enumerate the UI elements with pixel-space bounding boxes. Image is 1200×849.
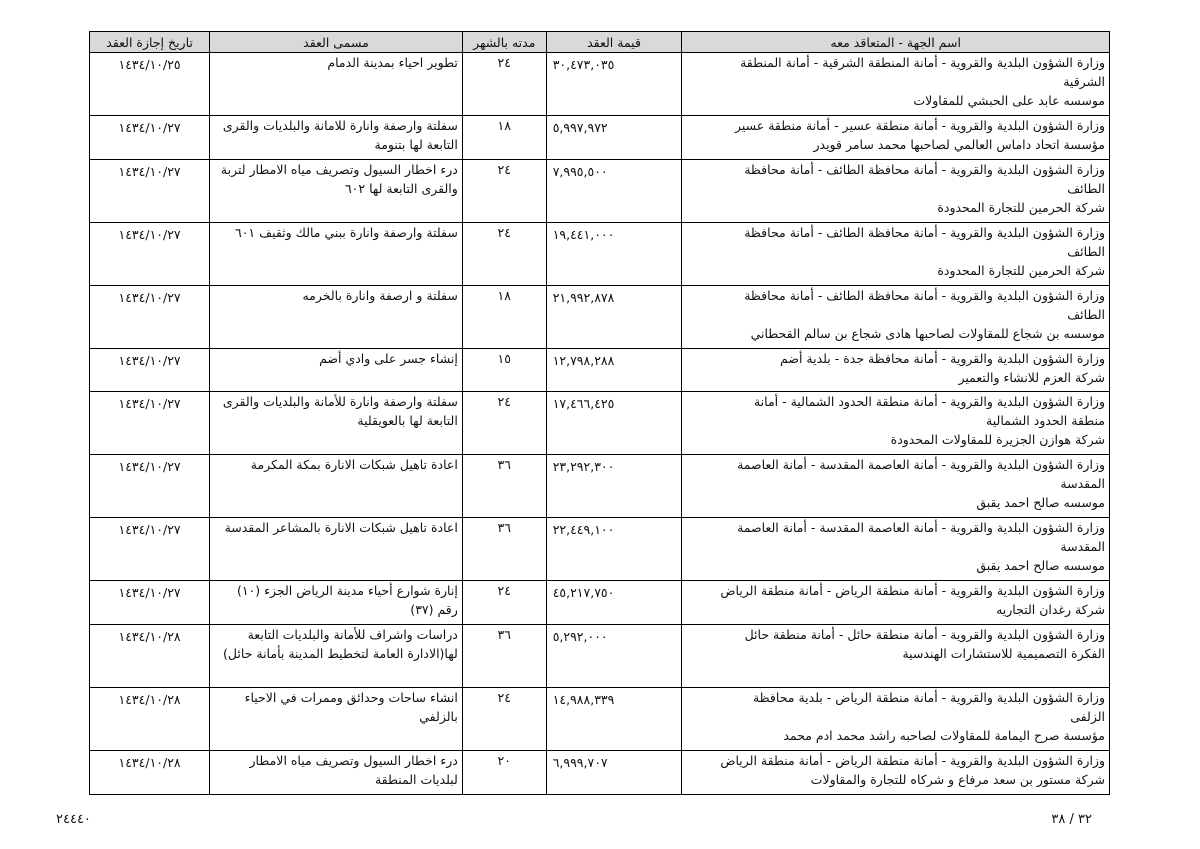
approval-date-cell: ١٤٣٤/١٠/٢٧ (90, 349, 210, 392)
duration-cell: ١٨ (462, 116, 546, 160)
party-line: شركة الحرمين للتجارة المحدودة (937, 200, 1105, 215)
duration-cell: ٢٠ (462, 751, 546, 795)
party-cell (682, 286, 1110, 349)
table-row (90, 349, 1110, 392)
duration-cell: ٢٤ (462, 160, 546, 223)
party-line: وزارة الشؤون البلدية والقروية - أمانة العاصمة المقدسة - أمانة العاصمة (737, 457, 1105, 472)
contracts-sheet (89, 31, 1110, 795)
contract-title-cell: سفلتة وارصفة وانارة للأمانة والبلديات والقرى التابعة لها بالعويقلية (210, 392, 463, 455)
contract-value-cell: ١٩,٤٤١,٠٠٠ (546, 223, 682, 286)
approval-date-cell: ١٤٣٤/١٠/٢٧ (90, 392, 210, 455)
party-line: شركة مستور بن سعد مرفاع و شركاه للتجارة والمقاولات (810, 772, 1105, 787)
approval-date-cell: ١٤٣٤/١٠/٢٧ (90, 286, 210, 349)
header-value: قيمة العقد (546, 32, 682, 53)
contract-value-cell: ٥,٢٩٢,٠٠٠ (546, 625, 682, 688)
header-duration: مدته بالشهر (462, 32, 546, 53)
party-line: مؤسسة اتحاد داماس العالمي لصاحبها محمد سامر قويدر (813, 137, 1105, 152)
table-row (90, 116, 1110, 160)
duration-cell: ٣٦ (462, 518, 546, 581)
table-header-row (90, 32, 1110, 53)
contract-title-cell: سفلتة وارصفة وانارة للامانة والبلديات والقرى التابعة لها بتنومة (210, 116, 463, 160)
duration-cell: ١٨ (462, 286, 546, 349)
party-line: الزلفى (1070, 709, 1105, 724)
duration-cell: ٢٤ (462, 688, 546, 751)
table-row (90, 160, 1110, 223)
page-number: ٣٢ / ٣٨ (1051, 812, 1092, 827)
document-code: ٢٤٤٤٠ (56, 812, 91, 827)
party-cell (682, 116, 1110, 160)
party-line: الطائف (1067, 307, 1105, 322)
party-line: وزارة الشؤون البلدية والقروية - أمانة منطقة الرياض - أمانة منطقة الرياض (720, 583, 1105, 598)
party-line: وزارة الشؤون البلدية والقروية - أمانة منطقة عسير - أمانة منطقة عسير (734, 118, 1105, 133)
contract-value-cell: ١٧,٤٦٦,٤٢٥ (546, 392, 682, 455)
table-row (90, 581, 1110, 625)
contract-value-cell: ٣٠,٤٧٣,٠٣٥ (546, 53, 682, 116)
party-line: موسسه صالح احمد يقبق (976, 495, 1105, 510)
party-line: شركة رغدان التجاريه (996, 602, 1105, 617)
party-line: موسسه صالح احمد يقبق (976, 558, 1105, 573)
party-line: وزارة الشؤون البلدية والقروية - أمانة محافظة الطائف - أمانة محافظة (744, 225, 1105, 240)
approval-date-cell: ١٤٣٤/١٠/٢٥ (90, 53, 210, 116)
table-row (90, 518, 1110, 581)
header-date: تاريخ إجازة العقد (90, 32, 210, 53)
party-line: مؤسسة صرح اليمامة للمقاولات لصاحبه راشد محمد ادم محمد (783, 728, 1105, 743)
contract-value-cell: ٦,٩٩٩,٧٠٧ (546, 751, 682, 795)
duration-cell: ٣٦ (462, 455, 546, 518)
contract-title-cell: انشاء ساحات وحدائق وممرات في الاحياء بالزلفي (210, 688, 463, 751)
table-row (90, 751, 1110, 795)
approval-date-cell: ١٤٣٤/١٠/٢٧ (90, 455, 210, 518)
party-cell (682, 392, 1110, 455)
table-row (90, 455, 1110, 518)
party-cell (682, 581, 1110, 625)
approval-date-cell: ١٤٣٤/١٠/٢٨ (90, 751, 210, 795)
contract-value-cell: ١٢,٧٩٨,٢٨٨ (546, 349, 682, 392)
approval-date-cell: ١٤٣٤/١٠/٢٨ (90, 625, 210, 688)
table-row (90, 625, 1110, 688)
table-row (90, 688, 1110, 751)
contract-title-cell: سفلتة و ارصفة وانارة بالخرمه (210, 286, 463, 349)
approval-date-cell: ١٤٣٤/١٠/٢٨ (90, 688, 210, 751)
duration-cell: ٣٦ (462, 625, 546, 688)
party-line: الطائف (1067, 244, 1105, 259)
table-row (90, 286, 1110, 349)
contract-title-cell: تطوير احياء بمدينة الدمام (210, 53, 463, 116)
party-line: موسسه عابد على الحبشي للمقاولات (913, 93, 1105, 108)
header-party: اسم الجهة - المتعاقد معه (682, 32, 1110, 53)
party-line: وزارة الشؤون البلدية والقروية - أمانة محافظة الطائف - أمانة محافظة (744, 288, 1105, 303)
party-line: وزارة الشؤون البلدية والقروية - أمانة منطقة الرياض - بلدية محافظة (752, 690, 1105, 705)
duration-cell: ١٥ (462, 349, 546, 392)
party-line: شركة الحرمين للتجارة المحدودة (937, 263, 1105, 278)
duration-cell: ٢٤ (462, 53, 546, 116)
party-line: الشرقية (1063, 74, 1105, 89)
party-line: موسسه بن شجاع للمقاولات لصاحبها هادى شجاع بن سالم القحطاني (750, 326, 1105, 341)
contracts-table (89, 31, 1110, 795)
party-line: وزارة الشؤون البلدية والقروية - أمانة منطقة الحدود الشمالية - أمانة (753, 394, 1105, 409)
page-footer (0, 812, 1200, 832)
contract-title-cell: إنشاء جسر على وادي أضم (210, 349, 463, 392)
contract-value-cell: ٧,٩٩٥,٥٠٠ (546, 160, 682, 223)
party-line: وزارة الشؤون البلدية والقروية - أمانة المنطقة الشرقية - أمانة المنطقة (740, 55, 1105, 70)
table-row (90, 223, 1110, 286)
party-line: وزارة الشؤون البلدية والقروية - أمانة منطقة حائل - أمانة منطقة حائل (744, 627, 1105, 642)
duration-cell: ٢٤ (462, 581, 546, 625)
contract-value-cell: ٢٣,٢٩٢,٣٠٠ (546, 455, 682, 518)
party-line: المقدسة (1060, 539, 1105, 554)
party-cell (682, 53, 1110, 116)
party-cell (682, 349, 1110, 392)
approval-date-cell: ١٤٣٤/١٠/٢٧ (90, 223, 210, 286)
approval-date-cell: ١٤٣٤/١٠/٢٧ (90, 581, 210, 625)
contract-title-cell: سفلتة وارصفة وانارة ببني مالك وثقيف ٦٠١ (210, 223, 463, 286)
party-line: وزارة الشؤون البلدية والقروية - أمانة محافظة الطائف - أمانة محافظة (744, 162, 1105, 177)
approval-date-cell: ١٤٣٤/١٠/٢٧ (90, 116, 210, 160)
contract-value-cell: ٢١,٩٩٢,٨٧٨ (546, 286, 682, 349)
party-cell (682, 455, 1110, 518)
party-line: وزارة الشؤون البلدية والقروية - أمانة منطقة الرياض - أمانة منطقة الرياض (720, 753, 1105, 768)
party-cell (682, 160, 1110, 223)
contract-title-cell: اعادة تاهيل شبكات الانارة بالمشاعر المقدسة (210, 518, 463, 581)
duration-cell: ٢٤ (462, 392, 546, 455)
contract-value-cell: ٥,٩٩٧,٩٧٢ (546, 116, 682, 160)
table-row (90, 53, 1110, 116)
contract-value-cell: ٤٥,٢١٧,٧٥٠ (546, 581, 682, 625)
contract-title-cell: اعادة تاهيل شبكات الانارة بمكة المكرمة (210, 455, 463, 518)
party-line: وزارة الشؤون البلدية والقروية - أمانة محافظة جدة - بلدية أضم (780, 351, 1105, 366)
party-line: الطائف (1067, 181, 1105, 196)
contract-title-cell: إنارة شوارع أحياء مدينة الرياض الجزء (١٠) رقم (٣٧) (210, 581, 463, 625)
party-line: شركة العزم للانشاء والتعمير (958, 370, 1105, 385)
party-line: وزارة الشؤون البلدية والقروية - أمانة العاصمة المقدسة - أمانة العاصمة (737, 520, 1105, 535)
header-title: مسمى العقد (210, 32, 463, 53)
contract-title-cell: درء اخطار السيول وتصريف مياه الامطار لبلديات المنطقة (210, 751, 463, 795)
party-cell (682, 751, 1110, 795)
approval-date-cell: ١٤٣٤/١٠/٢٧ (90, 518, 210, 581)
party-line: المقدسة (1060, 476, 1105, 491)
party-cell (682, 518, 1110, 581)
duration-cell: ٢٤ (462, 223, 546, 286)
party-cell (682, 688, 1110, 751)
party-cell (682, 223, 1110, 286)
party-cell (682, 625, 1110, 688)
table-row (90, 392, 1110, 455)
party-line: شركة هوازن الجزيرة للمقاولات المحدودة (890, 432, 1105, 447)
contract-title-cell: درء اخطار السيول وتصريف مياه الامطار لتربة والقرى التابعة لها ٦٠٢ (210, 160, 463, 223)
contract-value-cell: ١٤,٩٨٨,٣٣٩ (546, 688, 682, 751)
approval-date-cell: ١٤٣٤/١٠/٢٧ (90, 160, 210, 223)
contract-value-cell: ٢٢,٤٤٩,١٠٠ (546, 518, 682, 581)
contract-title-cell: دراسات واشراف للأمانة والبلديات التابعة لها(الادارة العامة لتخطيط المدينة بأمانة حائل) (210, 625, 463, 688)
party-line: الفكرة التصميمية للاستشارات الهندسية (902, 646, 1105, 661)
party-line: منطقة الحدود الشمالية (986, 413, 1105, 428)
